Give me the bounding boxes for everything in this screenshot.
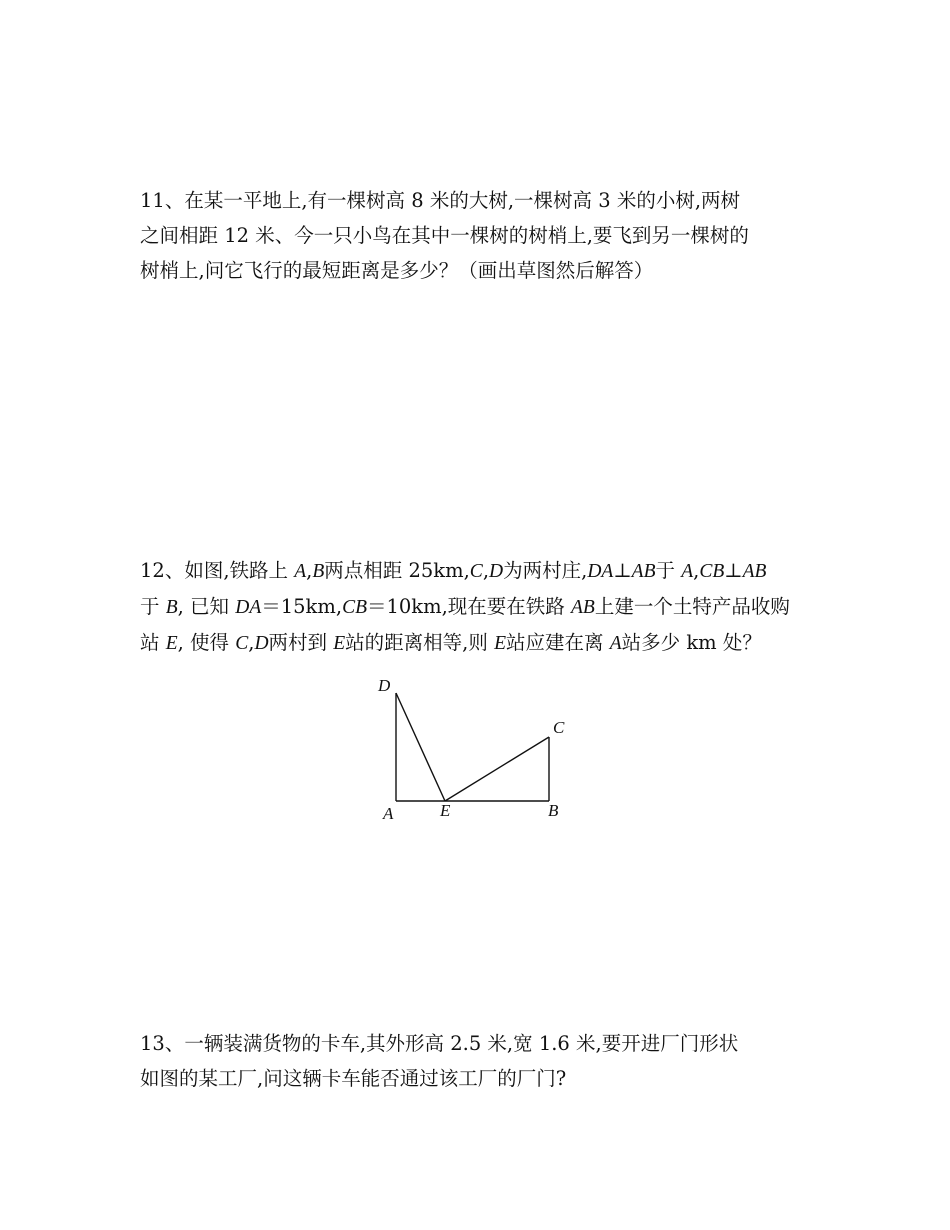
var-da: DA [235, 597, 262, 618]
problem-13-line-2: 如图的某工厂,问这辆卡车能否通过该工厂的厂门? [140, 1067, 567, 1090]
problem-11-line-1: 11、在某一平地上,有一棵树高 8 米的大树,一棵树高 3 米的小树,两树 [140, 189, 741, 212]
problem-12-line-1 [140, 553, 820, 589]
text: 12、如图,铁路上 [140, 559, 295, 582]
perp-symbol: ⊥ [724, 559, 743, 582]
text: 两村到 [268, 631, 334, 654]
var-ab: AB [631, 561, 656, 582]
var-e: E [165, 633, 178, 654]
text: , [248, 631, 255, 654]
var-ab: AB [571, 597, 595, 618]
label-d: D [378, 676, 391, 695]
text: 站 [140, 631, 166, 654]
problem-12-line-2 [140, 589, 820, 625]
var-c: C [235, 633, 249, 654]
problem-11-line-2: 之间相距 12 米、今一只小鸟在其中一棵树的树梢上,要飞到另一棵树的 [140, 224, 749, 247]
var-a: A [294, 561, 307, 582]
segment-ec [445, 737, 549, 801]
var-d: D [254, 633, 269, 654]
text: 上建一个土特产品收购 [594, 595, 790, 618]
text: 站多少 km 处？ [621, 631, 762, 654]
var-ab: AB [742, 561, 767, 582]
var-b: B [312, 561, 325, 582]
var-e: E [494, 633, 506, 654]
problem-11-line-3: 树梢上,问它飞行的最短距离是多少？（画出草图然后解答） [140, 259, 654, 282]
problem-12-line-3 [140, 625, 820, 661]
problem-13 [140, 1026, 820, 1096]
geometry-figure [370, 672, 580, 832]
var-cb: CB [342, 597, 367, 618]
var-cb: CB [699, 561, 725, 582]
problem-12 [140, 553, 820, 661]
label-a: A [383, 804, 394, 823]
text: , 已知 [177, 595, 236, 618]
segment-de [396, 693, 445, 801]
text: 两点相距 25km, [324, 559, 470, 582]
text: , 使得 [177, 631, 236, 654]
text: , [482, 559, 490, 582]
var-da: DA [587, 561, 614, 582]
text: ＝15km, [261, 595, 343, 618]
text: 为两村庄, [503, 559, 588, 582]
problem-13-line-1: 13、一辆装满货物的卡车,其外形高 2.5 米,宽 1.6 米,要开进厂门形状 [140, 1032, 739, 1055]
label-c: C [553, 718, 565, 737]
text: 站应建在离 [506, 631, 610, 654]
var-e: E [333, 633, 346, 654]
text: 站的距离相等,则 [345, 631, 495, 654]
perp-symbol: ⊥ [613, 559, 632, 582]
text: , [693, 559, 700, 582]
text: ＝10km,现在要在铁路 [366, 595, 572, 618]
text: , [306, 559, 313, 582]
problem-11 [140, 183, 820, 288]
var-b: B [165, 597, 178, 618]
var-c: C [469, 561, 483, 582]
var-a: A [681, 561, 694, 582]
label-e: E [440, 801, 451, 820]
var-d: D [489, 561, 504, 582]
text: 于 [140, 595, 166, 618]
label-b: B [548, 801, 559, 820]
var-a: A [609, 633, 622, 654]
text: 于 [655, 559, 682, 582]
